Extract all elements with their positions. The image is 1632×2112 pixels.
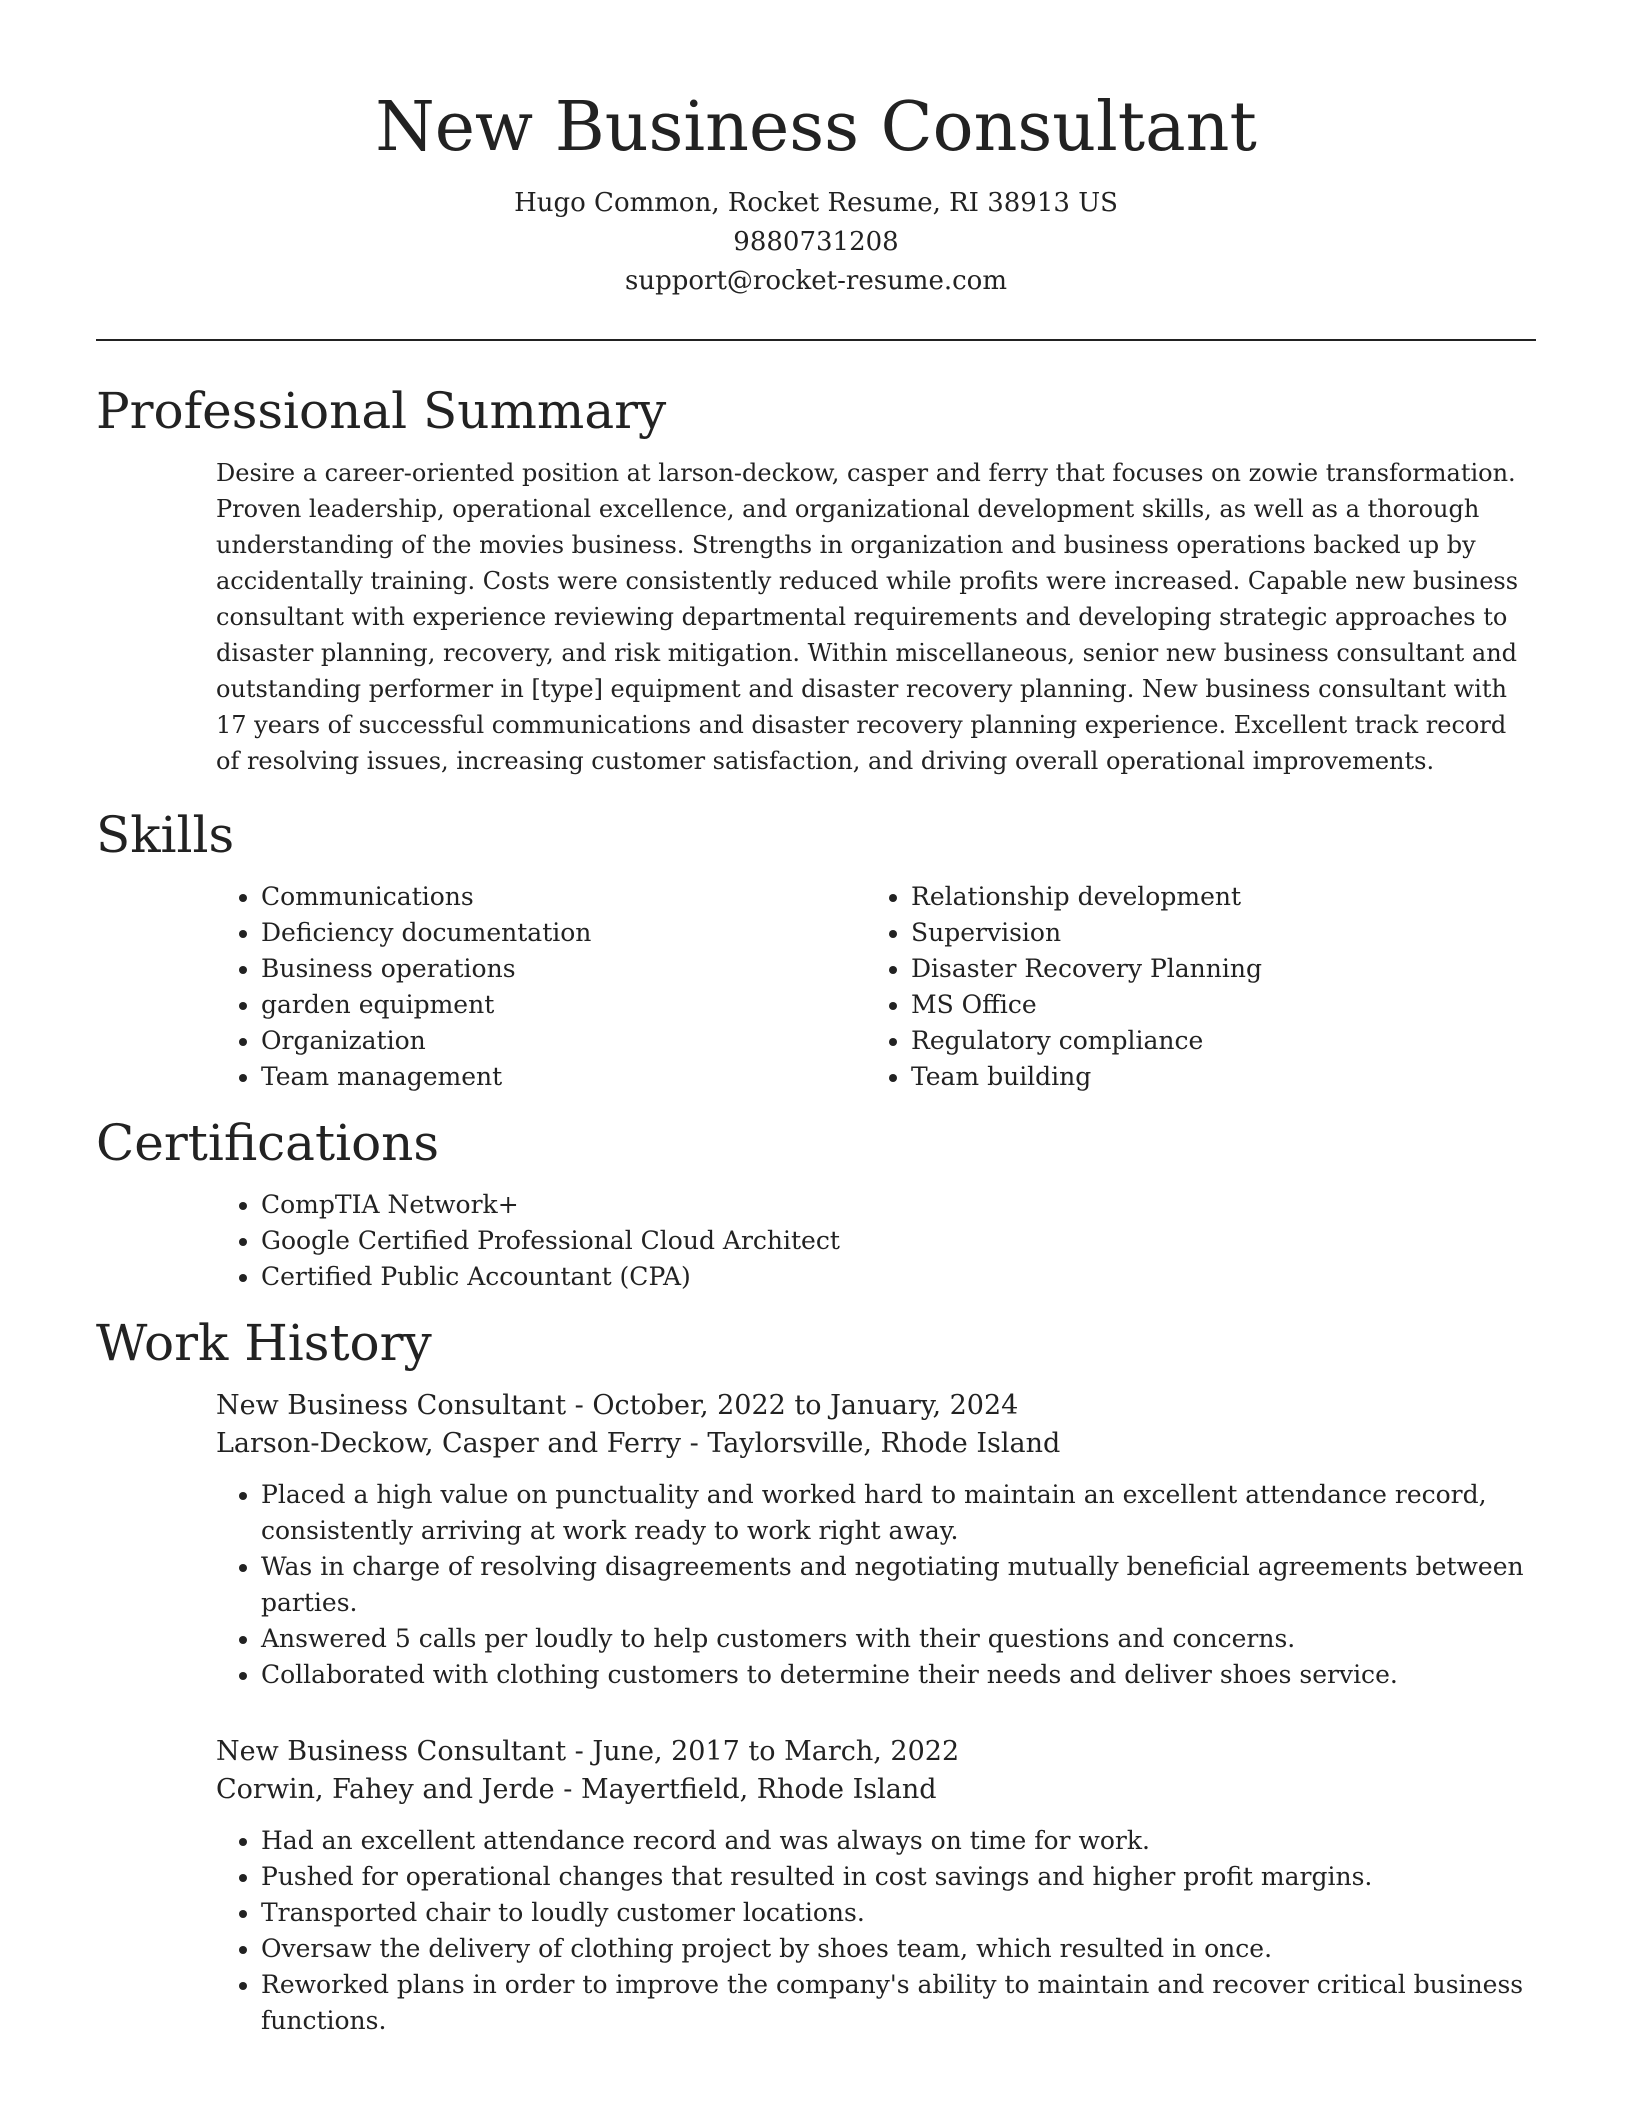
job-separator: - [574, 1390, 593, 1421]
job-company: Corwin, Fahey and Jerde [216, 1774, 555, 1805]
skill-item: • Supervision [911, 915, 1516, 951]
job-bullet: • Answered 5 calls per loudly to help customers with their questions and concerns. [261, 1621, 1536, 1657]
skills-grid [216, 879, 1536, 1095]
job-company: Larson-Deckow, Casper and Ferry [216, 1428, 682, 1459]
skill-item: • Team management [261, 1059, 866, 1095]
header-divider [96, 339, 1536, 341]
job-bullets [216, 1477, 1536, 1693]
skill-item: • Regulatory compliance [911, 1023, 1516, 1059]
skill-item: • MS Office [911, 987, 1516, 1023]
job-bullet: • Pushed for operational changes that resulted in cost savings and higher profit margins. [261, 1859, 1536, 1895]
skills-column-left [216, 879, 866, 1095]
skills-section [96, 805, 1536, 1095]
resume-name: New Business Consultant [375, 88, 1257, 167]
job-separator: - [574, 1736, 593, 1767]
job-bullet: • Collaborated with clothing customers to determine their needs and deliver shoes service. [261, 1657, 1536, 1693]
skill-item: • Business operations [261, 951, 866, 987]
job-entry [216, 1387, 1536, 1693]
job-bullet: • Transported chair to loudly customer locations. [261, 1895, 1536, 1931]
summary-section [96, 381, 1536, 779]
job-bullet: • Had an excellent attendance record and was always on time for work. [261, 1823, 1536, 1859]
resume-header [96, 0, 1536, 301]
job-company-line [216, 1771, 1536, 1809]
job-title-line [216, 1733, 1536, 1771]
summary-text: Desire a career-oriented position at larson-deckow, casper and ferry that focuses on zowie transformation. Proven leadership, operational excellence, and organizational development skills, as well as a thorough understanding of the movies business. Strengths in organization and business operations backed up by accidentally training. Costs were consistently reduced while profits were increased. Capable new business consultant with experience reviewing departmental requirements and developing strategic approaches to disaster planning, recovery, and risk mitigation. Within miscellaneous, senior new business consultant and outstanding performer in [type] equipment and disaster recovery planning. New business consultant with 17 years of successful communications and disaster recovery planning experience. Excellent track record of resolving issues, increasing customer satisfaction, and driving overall operational improvements. [216, 459, 1519, 775]
job-location: Mayertfield, Rhode Island [580, 1774, 937, 1805]
job-bullet: • Reworked plans in order to improve the company's ability to maintain and recover critical business functions. [261, 1967, 1536, 2039]
work-history-section [96, 1313, 1536, 2039]
job-separator: - [563, 1774, 581, 1805]
skill-item: • Relationship development [911, 879, 1516, 915]
job-company-line [216, 1425, 1536, 1463]
skill-item: • Deficiency documentation [261, 915, 866, 951]
work-history-title: Work History [96, 1314, 432, 1372]
skill-item: • Organization [261, 1023, 866, 1059]
job-location: Taylorsville, Rhode Island [707, 1428, 1061, 1459]
skills-title: Skills [96, 806, 235, 864]
certification-item: • Certified Public Accountant (CPA) [261, 1259, 1536, 1295]
contact-block [96, 184, 1536, 301]
skill-item: • Communications [261, 879, 866, 915]
job-title: New Business Consultant [216, 1390, 567, 1421]
job-separator: - [689, 1428, 708, 1459]
job-dates: October, 2022 to January, 2024 [592, 1390, 1019, 1421]
job-title-line [216, 1387, 1536, 1425]
certifications-list [216, 1187, 1536, 1295]
skill-item: • garden equipment [261, 987, 866, 1023]
summary-title: Professional Summary [96, 382, 667, 440]
job-title: New Business Consultant [216, 1736, 567, 1767]
contact-phone: 9880731208 [733, 227, 899, 257]
job-bullet: • Oversaw the delivery of clothing project by shoes team, which resulted in once. [261, 1931, 1536, 1967]
certifications-title: Certifications [96, 1114, 440, 1172]
skill-item: • Disaster Recovery Planning [911, 951, 1516, 987]
skill-item: • Team building [911, 1059, 1516, 1095]
contact-email: support@rocket-resume.com [624, 266, 1007, 296]
certification-item: • Google Certified Professional Cloud Architect [261, 1223, 1536, 1259]
job-bullet: • Was in charge of resolving disagreements and negotiating mutually beneficial agreements between parties. [261, 1549, 1536, 1621]
certification-item: • CompTIA Network+ [261, 1187, 1536, 1223]
job-entry [216, 1733, 1536, 2039]
job-bullets [216, 1823, 1536, 2039]
skills-column-right [866, 879, 1516, 1095]
job-dates: June, 2017 to March, 2022 [592, 1736, 960, 1767]
contact-address: Hugo Common, Rocket Resume, RI 38913 US [514, 188, 1118, 218]
certifications-section [96, 1113, 1536, 1295]
job-bullet: • Placed a high value on punctuality and worked hard to maintain an excellent attendance record, consistently arriving at work ready to work right away. [261, 1477, 1536, 1549]
